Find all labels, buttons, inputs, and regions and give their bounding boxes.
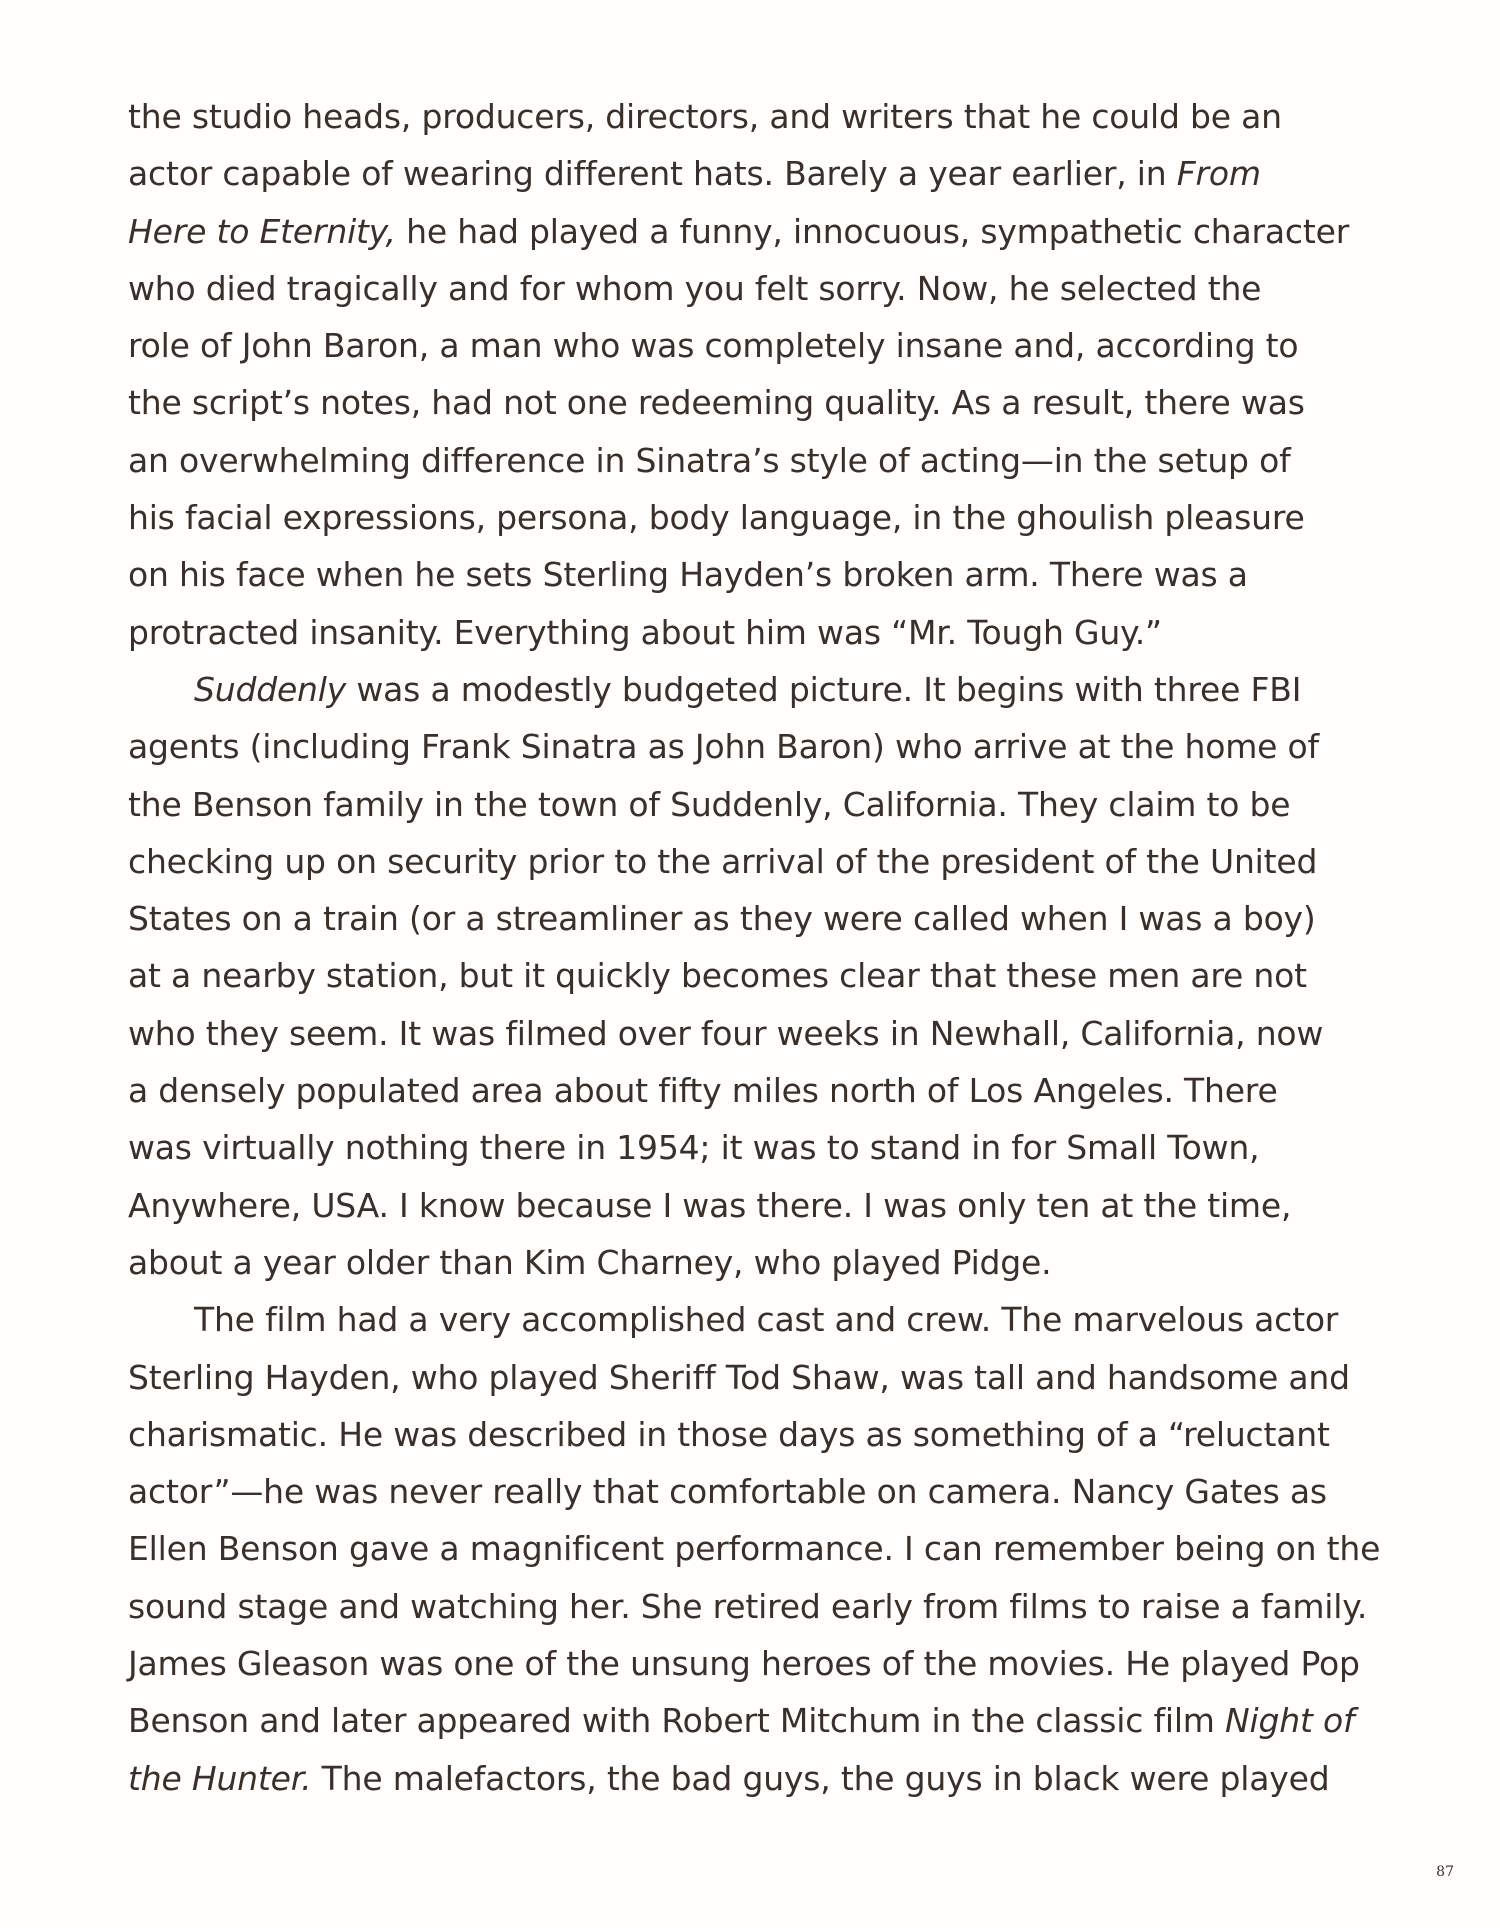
text-line xyxy=(128,1635,1418,1692)
text-run: The film had a very accomplished cast and crew. The marvelous actor xyxy=(194,1300,1339,1340)
text-line xyxy=(128,374,1418,431)
text-run: on his face when he sets Sterling Hayden’s broken arm. There was a xyxy=(128,555,1248,595)
italic-title-text: the Hunter. xyxy=(128,1758,312,1798)
text-line xyxy=(128,1578,1418,1635)
text-line xyxy=(128,546,1418,603)
text-line xyxy=(128,145,1418,202)
text-run: a densely populated area about fifty miles north of Los Angeles. There xyxy=(128,1071,1278,1111)
text-line xyxy=(128,1463,1418,1520)
text-run: the Benson family in the town of Suddenly, California. They claim to be xyxy=(128,784,1291,824)
text-run: actor”—he was never really that comfortable on camera. Nancy Gates as xyxy=(128,1472,1327,1512)
text-line xyxy=(128,1520,1418,1577)
text-line xyxy=(128,1692,1418,1749)
text-run: an overwhelming difference in Sinatra’s style of acting—in the setup of xyxy=(128,440,1291,480)
italic-title-text: Suddenly xyxy=(194,669,347,709)
text-run: who died tragically and for whom you felt sorry. Now, he selected the xyxy=(128,268,1262,308)
text-line xyxy=(128,1234,1418,1291)
text-run: checking up on security prior to the arrival of the president of the United xyxy=(128,841,1318,881)
text-run: Anywhere, USA. I know because I was there. I was only ten at the time, xyxy=(128,1185,1292,1225)
text-run: at a nearby station, but it quickly becomes clear that these men are not xyxy=(128,956,1307,996)
body-text xyxy=(128,88,1418,1807)
paragraph xyxy=(128,661,1418,1291)
text-run: actor capable of wearing different hats. Barely a year earlier, in xyxy=(128,154,1177,194)
text-run: role of John Baron, a man who was completely insane and, according to xyxy=(128,326,1299,366)
text-run: Benson and later appeared with Robert Mitchum in the classic film xyxy=(128,1701,1226,1741)
text-run: Sterling Hayden, who played Sheriff Tod Shaw, was tall and handsome and xyxy=(128,1357,1350,1397)
text-line xyxy=(128,1177,1418,1234)
paragraph xyxy=(128,88,1418,661)
text-run: was a modestly budgeted picture. It begins with three FBI xyxy=(346,669,1302,709)
text-run: States on a train (or a streamliner as they were called when I was a boy) xyxy=(128,899,1316,939)
text-run: who they seem. It was filmed over four weeks in Newhall, California, now xyxy=(128,1013,1324,1053)
text-run: the script’s notes, had not one redeeming quality. As a result, there was xyxy=(128,383,1305,423)
text-run: James Gleason was one of the unsung heroes of the movies. He played Pop xyxy=(128,1644,1360,1684)
text-line xyxy=(128,489,1418,546)
page-number: 87 xyxy=(1436,1864,1454,1880)
text-line xyxy=(128,718,1418,775)
text-line xyxy=(128,1291,1418,1348)
text-line xyxy=(128,833,1418,890)
text-run: agents (including Frank Sinatra as John Baron) who arrive at the home of xyxy=(128,727,1319,767)
paragraph xyxy=(128,1291,1418,1807)
text-line xyxy=(128,661,1418,718)
text-run: protracted insanity. Everything about him was “Mr. Tough Guy.” xyxy=(128,612,1162,652)
text-line xyxy=(128,890,1418,947)
text-run: about a year older than Kim Charney, who played Pidge. xyxy=(128,1242,1052,1282)
text-line xyxy=(128,1005,1418,1062)
text-run: his facial expressions, persona, body language, in the ghoulish pleasure xyxy=(128,498,1305,538)
italic-title-text: From xyxy=(1176,154,1261,194)
text-run: was virtually nothing there in 1954; it was to stand in for Small Town, xyxy=(128,1128,1260,1168)
text-run: sound stage and watching her. She retired early from films to raise a family. xyxy=(128,1586,1368,1626)
text-line xyxy=(128,1349,1418,1406)
text-run: the studio heads, producers, directors, and writers that he could be an xyxy=(128,97,1282,136)
text-line xyxy=(128,604,1418,661)
text-line xyxy=(128,260,1418,317)
text-line xyxy=(128,1062,1418,1119)
text-line xyxy=(128,88,1418,145)
text-line xyxy=(128,1119,1418,1176)
text-line xyxy=(128,776,1418,833)
text-line xyxy=(128,203,1418,260)
italic-title-text: Night of xyxy=(1225,1701,1355,1741)
text-line xyxy=(128,317,1418,374)
text-line xyxy=(128,947,1418,1004)
text-run: The malefactors, the bad guys, the guys in black were played xyxy=(311,1758,1330,1798)
text-run: charismatic. He was described in those days as something of a “reluctant xyxy=(128,1414,1330,1454)
text-line xyxy=(128,1750,1418,1807)
text-line xyxy=(128,432,1418,489)
italic-title-text: Here to Eternity, xyxy=(128,211,396,251)
text-run: he had played a funny, innocuous, sympathetic character xyxy=(395,211,1350,251)
text-line xyxy=(128,1406,1418,1463)
text-run: Ellen Benson gave a magnificent performance. I can remember being on the xyxy=(128,1529,1381,1569)
